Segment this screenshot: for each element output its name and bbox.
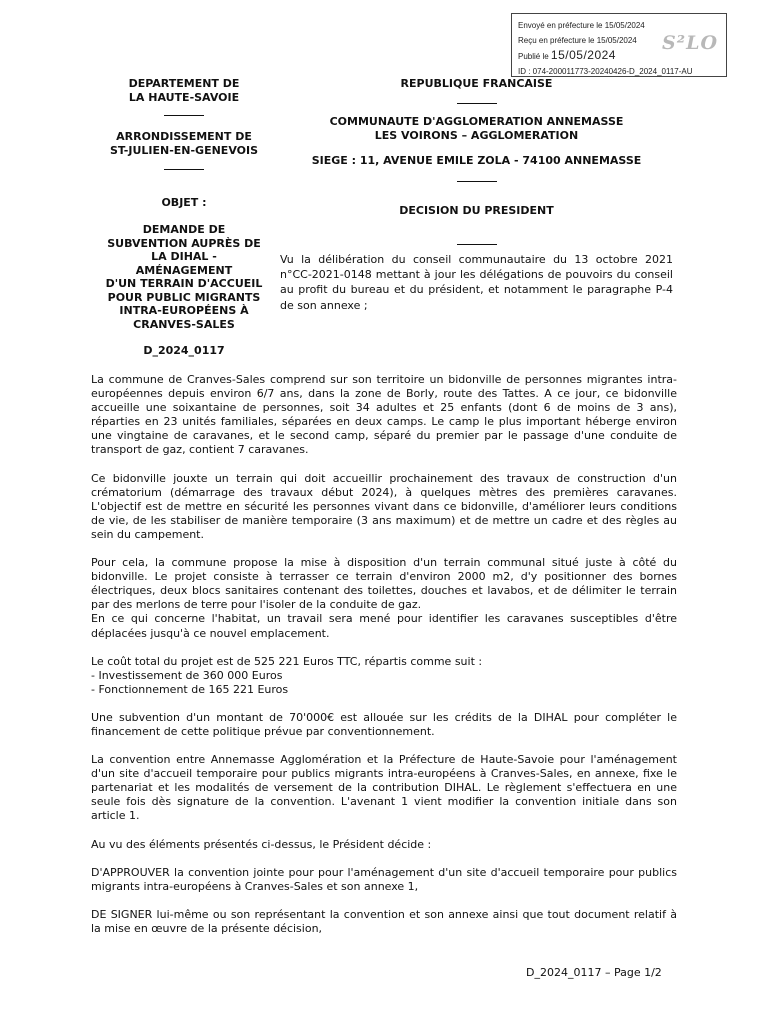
paragraph-project: Pour cela, la commune propose la mise à disposition d'un terrain communal situé juste à côté du bidonville. Le projet consiste à terrasser ce terrain d'environ 2000 m2, d'y positionner des bornes électriques, deux blocs sanitaires contenant des toilettes, douches et lavabos, et de délimiter le terrain par des merlons de terre pour l'isoler de la conduite de gaz. — [91, 556, 677, 612]
paragraph-context: La commune de Cranves-Sales comprend sur son territoire un bidonville de personnes migrantes intra-européennes depuis environ 6/7 ans, dans la zone de Borly, route des Tattes. A ce jour, ce bidonville accueille une soixantaine de personnes, soit 34 adultes et 25 enfants (dont 6 de moins de 3 ans), réparties en 23 unités familiales, séparées en deux camps. Le camp le plus important héberge environ une vingtaine de caravanes, et le second camp, séparé du premier par le passage d'une conduite de transport de gaz, contient 7 caravanes. — [91, 373, 677, 457]
siege-address: SIEGE : 11, AVENUE EMILE ZOLA - 74100 ANNEMASSE — [311, 154, 642, 167]
stamp-published-prefix: Publié le — [518, 52, 549, 61]
objet-label: OBJET : — [161, 196, 207, 209]
s2lo-logo: S²LO — [662, 32, 718, 54]
rule-right-1 — [280, 94, 673, 108]
page-footer: D_2024_0117 – Page 1/2 — [526, 966, 662, 979]
stamp-sent: Envoyé en préfecture le 15/05/2024 — [518, 21, 645, 30]
paragraph-habitat: En ce qui concerne l'habitat, un travail sera mené pour identifier les caravanes susceptibles d'être déplacées jusqu'à ce nouvel emplacement. — [91, 612, 677, 640]
paragraph-sign: DE SIGNER lui-même ou son représentant la convention et son annexe ainsi que tout document relatif à la mise en œuvre de la présente décision, — [91, 907, 677, 935]
decision-title: DECISION DU PRESIDENT — [399, 204, 554, 217]
objet-text: DEMANDE DE SUBVENTION AUPRÈS DE LA DIHAL - AMÉNAGEMENT D'UN TERRAIN D'ACCUEIL POUR PUBLIC MIGRANTS INTRA-EUROPÉENS À CRANVES-SALES — [105, 223, 263, 331]
rule-right-3 — [280, 235, 673, 249]
paragraph-subsidy: Une subvention d'un montant de 70'000€ est allouée sur les crédits de la DIHAL pour compléter le financement de cette politique prévue par conventionnement. — [91, 710, 677, 738]
paragraph-cost: Le coût total du projet est de 525 221 Euros TTC, répartis comme suit : — [91, 654, 483, 668]
stamp-published-date: 15/05/2024 — [550, 48, 616, 62]
vu-paragraph: Vu la délibération du conseil communautaire du 13 octobre 2021 n°CC-2021-0148 mettant à jour les délégations de pouvoirs du conseil au profit du bureau et du président, et notamment le paragraphe P-4 de son annexe ; — [280, 253, 673, 312]
paragraph-objective: Ce bidonville jouxte un terrain qui doit accueillir prochainement des travaux de construction d'un crématorium (démarrage des travaux début 2024), à quelques mètres des premières caravanes. L'objectif est de mettre en sécurité les personnes vivant dans ce bidonville, d'améliorer leurs conditions de vie, de les stabiliser de manière temporaire (3 ans maximum) et de mettre un cadre et des règles au sein du campement. — [91, 471, 677, 541]
cost-operation: - Fonctionnement de 165 221 Euros — [91, 682, 289, 696]
paragraph-approve: D'APPROUVER la convention jointe pour pour l'aménagement d'un site d'accueil temporaire pour publics migrants intra-européens à Cranves-Sales et son annexe 1, — [91, 865, 677, 893]
decision-reference: D_2024_0117 — [143, 344, 225, 357]
paragraph-decides: Au vu des éléments présentés ci-dessus, le Président décide : — [91, 837, 432, 851]
communaute-heading: COMMUNAUTE D'AGGLOMERATION ANNEMASSE LES VOIRONS – AGGLOMERATION — [329, 115, 624, 142]
paragraph-convention: La convention entre Annemasse Agglomération et la Préfecture de Haute-Savoie pour l'aménagement d'un site d'accueil temporaire pour publics migrants intra-européens à Cranves-Sales, en annexe, fixe le partenariat et les modalités de versement de la contribution DIHAL. Le règlement s'effectuera en une seule fois dès signature de la convention. L'avenant 1 vient modifier la convention initiale dans son article 1. — [91, 753, 677, 823]
rule-left-1 — [86, 106, 282, 120]
department-heading: DEPARTEMENT DE LA HAUTE-SAVOIE — [128, 77, 240, 104]
stamp-received: Reçu en préfecture le 15/05/2024 — [518, 36, 637, 45]
rule-left-2 — [86, 160, 282, 174]
stamp-id: ID : 074-200011773-20240426-D_2024_0117-AU — [518, 67, 693, 76]
rule-right-2 — [280, 172, 673, 186]
arrondissement-heading: ARRONDISSEMENT DE ST-JULIEN-EN-GENEVOIS — [109, 130, 259, 157]
republic-heading: REPUBLIQUE FRANCAISE — [400, 77, 553, 90]
decision-body — [91, 373, 677, 950]
cost-investment: - Investissement de 360 000 Euros — [91, 668, 283, 682]
prefecture-stamp — [511, 13, 727, 77]
